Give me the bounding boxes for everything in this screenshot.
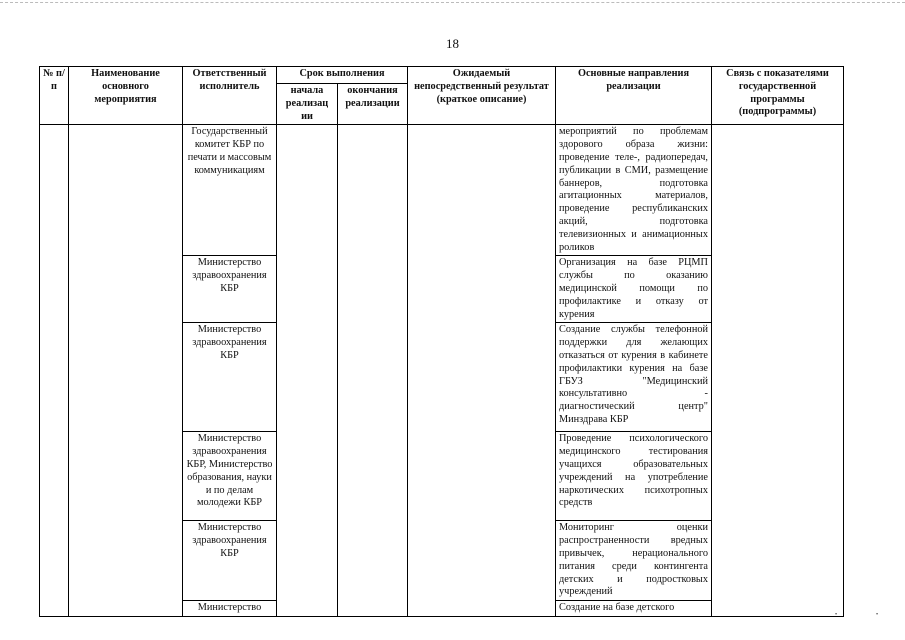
cell-start xyxy=(277,125,338,617)
program-table xyxy=(39,66,844,617)
header-row xyxy=(40,67,844,84)
cell-name xyxy=(69,125,183,617)
cell-directions: Создание службы телефонной поддержки для желающих отказаться от курения в кабинете профилактики курения на базе ГБУЗ "Медицинский консультативно - диагностический центр" Минздрава КБР xyxy=(556,323,712,432)
header-term: Срок выполнения xyxy=(277,67,408,84)
cell-executor: Министерство здравоохранения КБР xyxy=(183,323,277,432)
header-start: начала реализац ии xyxy=(277,84,338,125)
cell-directions: Создание на базе детского xyxy=(556,601,712,617)
header-executor: Ответственный исполнитель xyxy=(183,67,277,125)
cell-end xyxy=(338,125,408,617)
header-num: № п/п xyxy=(40,67,69,125)
header-name: Наименование основного мероприятия xyxy=(69,67,183,125)
scan-mark: • xyxy=(835,612,838,618)
cell-num xyxy=(40,125,69,617)
cell-directions: мероприятий по проблемам здорового образа жизни: проведение теле-, радиопередач, публикации в СМИ, размещение баннеров, подготовка агитационных материалов, проведение республиканских акций, подготовка телевизионных и анимационных роликов xyxy=(556,125,712,256)
header-end: окончания реализации xyxy=(338,84,408,125)
header-result: Ожидаемый непосредственный результат (краткое описание) xyxy=(408,67,556,125)
header-link: Связь с показателями государственной программы (подпрограммы) xyxy=(712,67,844,125)
table-row xyxy=(40,125,844,256)
cell-executor: Министерство здравоохранения КБР xyxy=(183,521,277,601)
cell-executor: Министерство xyxy=(183,601,277,617)
cell-directions: Организация на базе РЦМП службы по оказанию медицинской помощи по профилактике и отказу от курения xyxy=(556,256,712,323)
cell-directions: Проведение психологического медицинского тестирования учащихся образовательных учреждений на употребление наркотических психотропных средств xyxy=(556,432,712,521)
page-number: 18 xyxy=(446,36,459,51)
header-directions: Основные направления реализации xyxy=(556,67,712,125)
scan-top-edge xyxy=(0,2,905,4)
cell-directions: Мониторинг оценки распространенности вредных привычек, нерационального питания среди контингента детских и подростковых учреждений xyxy=(556,521,712,601)
cell-executor: Государственный комитет КБР по печати и массовым коммуникациям xyxy=(183,125,277,256)
scan-mark: • xyxy=(876,612,879,618)
cell-executor: Министерство здравоохранения КБР, Министерство образования, науки и по делам молодежи КБР xyxy=(183,432,277,521)
cell-link xyxy=(712,125,844,617)
cell-result xyxy=(408,125,556,617)
cell-executor: Министерство здравоохранения КБР xyxy=(183,256,277,323)
